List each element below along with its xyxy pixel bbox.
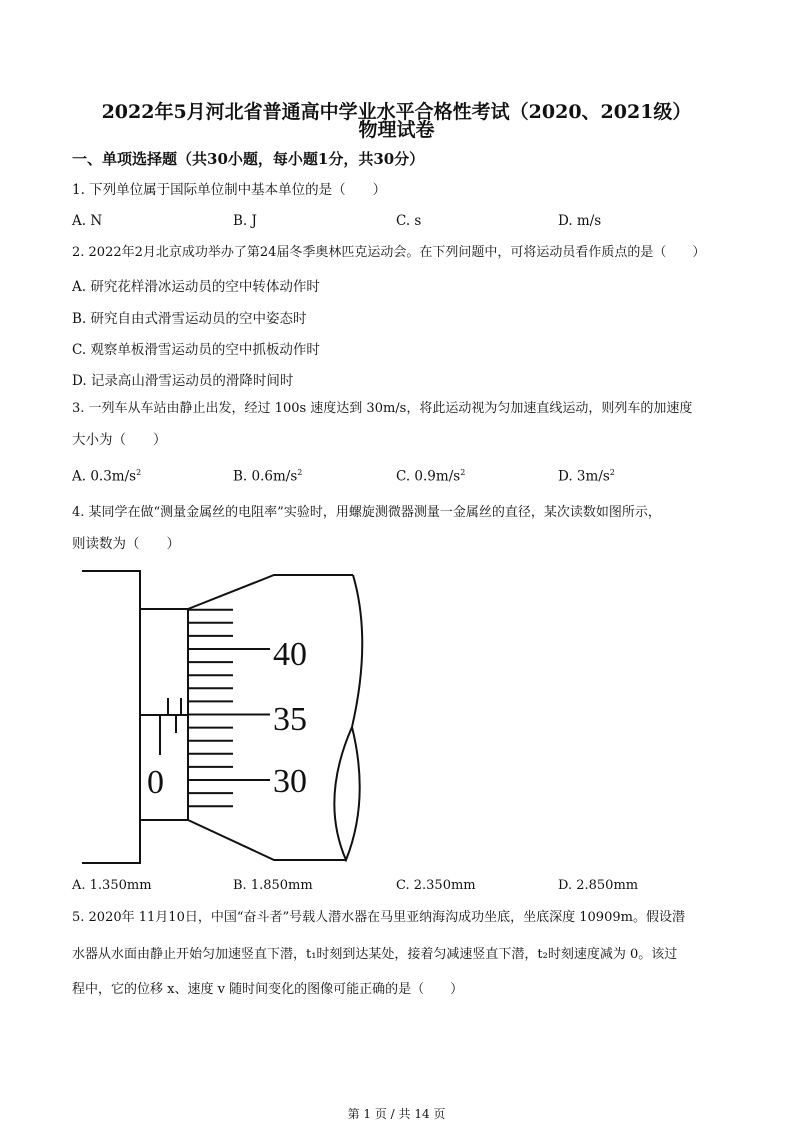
q3-option-d-text: D. 3m/s: [558, 468, 610, 485]
q1-option-c: C. s: [396, 213, 422, 229]
q3-option-a-text: A. 0.3m/s: [72, 468, 137, 485]
exam-title: 2022年5月河北省普通高中学业水平合格性考试（2020、2021级）: [101, 101, 692, 123]
question-2-stem: 2. 2022年2月北京成功举办了第24届冬季奥林匹克运动会。在下列问题中，可将运动员看作质点的是（ ）: [72, 245, 706, 260]
thimble-break-curve: [334, 727, 359, 860]
thimble-right-edge: [352, 575, 362, 727]
question-5-stem-line1: 5. 2020年 11月10日，中国“奋斗者”号载人潜水器在马里亚纳海沟成功坐底，坐底深度 10909m。假设潜: [72, 910, 685, 925]
question-4-stem-line1: 4. 某同学在做“测量金属丝的电阻率”实验时，用螺旋测微器测量一金属丝的直径，某次读数如图所示，: [72, 505, 661, 520]
thimble-label-30: 30: [273, 763, 307, 800]
thimble-top: [188, 575, 353, 609]
q4-option-d: D. 2.850mm: [558, 878, 639, 893]
q4-option-a: A. 1.350mm: [72, 878, 152, 893]
q3-option-b-text: B. 0.6m/s: [233, 468, 298, 485]
question-1-stem: 1. 下列单位属于国际单位制中基本单位的是（ ）: [72, 182, 387, 198]
q4-option-c: C. 2.350mm: [396, 878, 476, 893]
q3-exponent: 2: [460, 468, 466, 477]
question-4-stem-line2: 则读数为（ ）: [72, 536, 180, 552]
q2-option-d: D. 记录高山滑雪运动员的滑降时间时: [72, 373, 294, 389]
q3-exponent: 2: [136, 468, 142, 477]
q2-option-b: B. 研究自由式滑雪运动员的空中姿态时: [72, 311, 307, 327]
q2-option-a: A. 研究花样滑冰运动员的空中转体动作时: [72, 279, 320, 295]
q3-exponent: 2: [609, 468, 615, 477]
thimble-bottom: [188, 820, 346, 860]
question-5-stem-line2: 水器从水面由静止开始匀加速竖直下潜，t₁时刻到达某处，接着匀减速竖直下潜，t₂时刻速度减为 0。该过: [72, 947, 678, 962]
page-footer: 第 1 页 / 共 14 页: [347, 1107, 446, 1121]
q2-option-c: C. 观察单板滑雪运动员的空中抓板动作时: [72, 342, 320, 358]
question-3-stem-line1: 3. 一列车从车站由静止出发，经过 100s 速度达到 30m/s，将此运动视为匀加速直线运动，则列车的加速度: [72, 401, 693, 416]
q1-option-d: D. m/s: [558, 213, 602, 229]
sleeve-label-0: 0: [147, 764, 164, 801]
section-heading: 一、单项选择题（共30小题，每小题1分，共30分）: [72, 150, 425, 168]
exam-subtitle: 物理试卷: [358, 119, 435, 141]
q1-option-b: B. J: [233, 213, 257, 229]
question-5-stem-line3: 程中，它的位移 x、速度 v 随时间变化的图像可能正确的是（ ）: [72, 982, 464, 997]
thimble-label-35: 35: [273, 701, 307, 738]
q3-exponent: 2: [297, 468, 303, 477]
q1-option-a: A. N: [72, 213, 103, 229]
thimble-label-40: 40: [273, 636, 307, 673]
q4-option-b: B. 1.850mm: [233, 878, 313, 893]
q3-option-c-text: C. 0.9m/s: [396, 468, 461, 485]
question-3-stem-line2: 大小为（ ）: [72, 432, 167, 448]
frame: [82, 571, 140, 863]
